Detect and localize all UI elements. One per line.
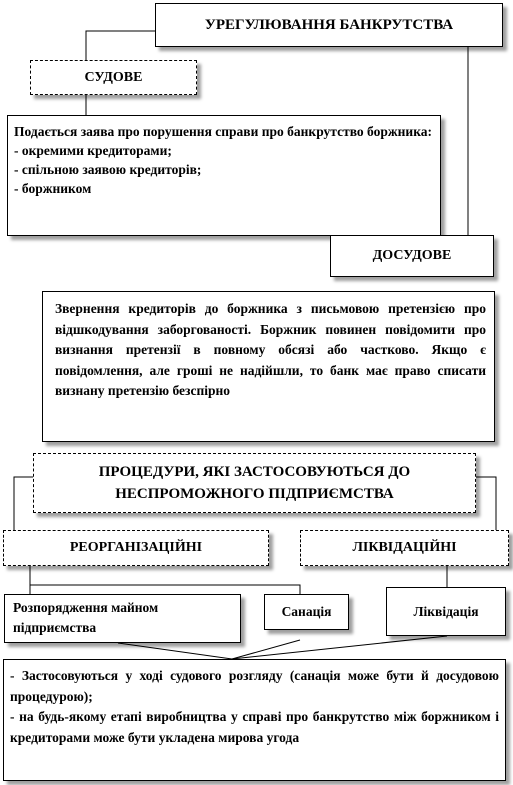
liquidation-box: [386, 587, 506, 636]
liquidation-type-box: [300, 530, 509, 566]
pretrial-description: Звернення кредиторів до боржника з письмовою претензією про відшкодування заборгованості. Боржник повинен повідомити про визнання претензії в повному обсязі або частково. Якщо є повідомлення, але гроші не надійшли, то банк має право списати визнану претензію безспірно: [55, 301, 486, 398]
judicial-description-box: [7, 115, 441, 236]
judicial-item: - окремими кредиторами;: [14, 143, 172, 158]
property-management-label: Розпорядження майном підприємства: [13, 600, 159, 635]
note-item: - Застосовуються у ході судового розгляду (санація може бути й досудовою процедурою);: [10, 668, 499, 704]
procedures-title: ПРОЦЕДУРИ, ЯКІ ЗАСТОСОВУЮТЬСЯ ДО НЕСПРОМОЖНОГО ПІДПРИЄМСТВА: [98, 464, 411, 502]
title-box: [155, 3, 503, 47]
connector-procedures-liq: [476, 477, 496, 530]
pretrial-label: ДОСУДОВЕ: [372, 248, 452, 263]
connector-title-judicial: [86, 31, 155, 60]
judicial-label-box: [30, 60, 197, 95]
connector-reorg-children: [30, 566, 300, 594]
connector-procedures-reorg: [14, 477, 33, 530]
notes-box: [3, 659, 506, 781]
sanation-label: Санація: [281, 604, 332, 619]
judicial-item: - спільною заявою кредиторів;: [14, 162, 202, 177]
pretrial-label-box: [330, 235, 494, 277]
judicial-label: СУДОВЕ: [84, 69, 143, 85]
judicial-intro: Подається заява про порушення справи про банкрутство боржника:: [14, 124, 433, 139]
pretrial-description-box: [42, 291, 495, 442]
liquidation-type-label: ЛІКВІДАЦІЙНІ: [352, 540, 457, 555]
reorganization-label: РЕОРГАНІЗАЦІЙНІ: [69, 540, 203, 555]
procedures-title-box: [33, 453, 476, 513]
connector-converge-liquidation: [232, 636, 447, 659]
judicial-item: - боржником: [14, 181, 92, 196]
title-text: УРЕГУЛЮВАННЯ БАНКРУТСТВА: [204, 16, 454, 33]
note-item: - на будь-якому етапі виробництва у справі про банкрутство між боржником і кредиторами може бути укладена мирова угода: [10, 709, 499, 745]
sanation-box: [264, 594, 349, 630]
reorganization-box: [3, 530, 269, 566]
property-management-box: [4, 594, 241, 643]
liquidation-label: Ліквідація: [413, 603, 479, 619]
